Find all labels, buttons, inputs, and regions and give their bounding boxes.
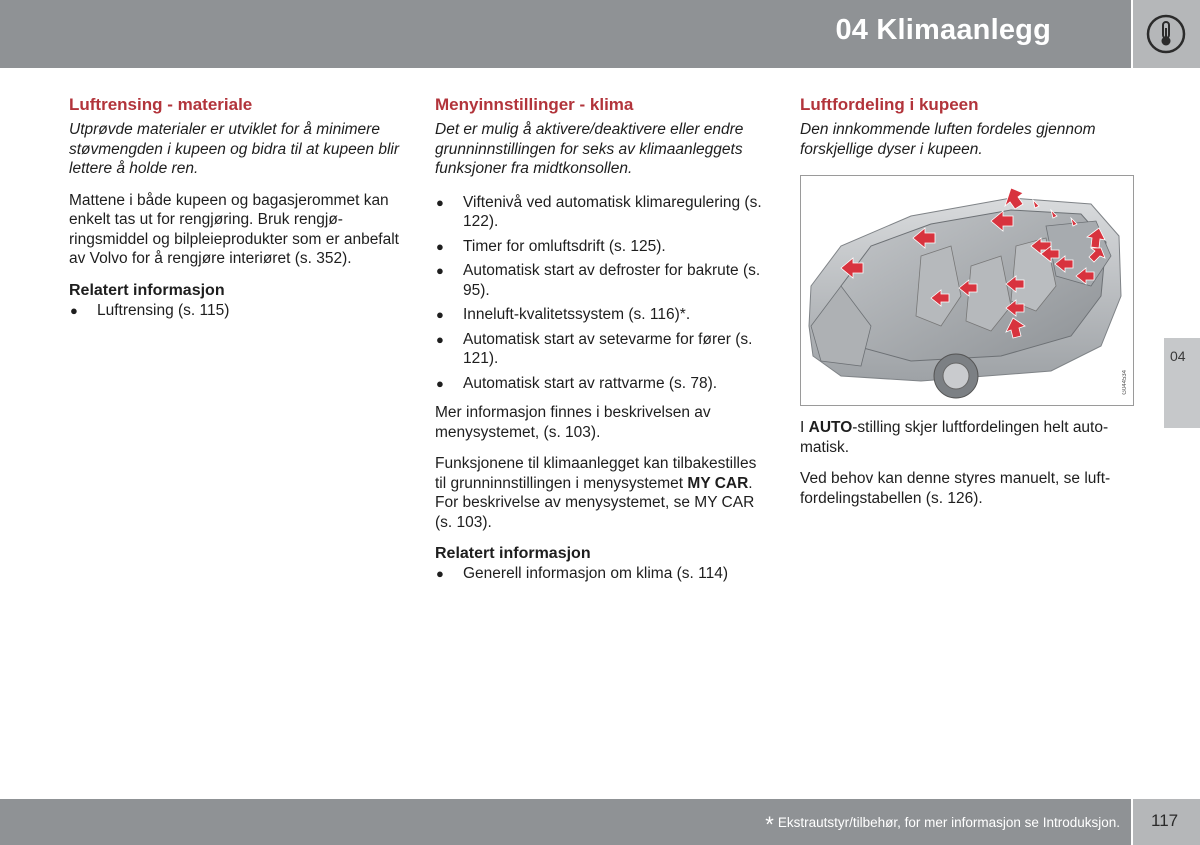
page-number: 117 <box>1151 811 1179 830</box>
settings-list <box>435 193 770 394</box>
related-link-label: Luftrensing (s. 115) <box>97 301 230 319</box>
bullet-icon: ● <box>436 566 444 581</box>
bullet-icon: ● <box>436 375 444 391</box>
side-tab-label: 04 <box>1170 348 1186 364</box>
section-body: Ved behov kan denne styres manuelt, se luftfordelingstabellen (s. 126). <box>800 470 1111 507</box>
related-link[interactable] <box>69 301 399 321</box>
section-title: Luftrensing - materiale <box>69 95 253 114</box>
footer-note-text: Ekstrautstyr/tilbehør, for mer informasjon se Introduksjon. <box>777 815 1120 830</box>
section-body: I AUTO-stilling skjer luftfordelingen helt automatisk. <box>800 419 1109 456</box>
list-item: ● Automatisk start av rattvarme (s. 78). <box>436 374 718 392</box>
section-intro: Det er mulig å aktivere/deaktivere eller endre grunninnstillingen for seks av klimaanleggets funksjoner fra midtkonsollen. <box>435 121 744 177</box>
chapter-title: 04 Klimaanlegg <box>835 14 1051 46</box>
list-item: ● Inneluft-kvalitetssystem (s. 116)*. <box>436 306 691 323</box>
related-heading: Relatert informasjon <box>69 281 225 299</box>
bullet-icon: ● <box>70 302 78 318</box>
related-link[interactable] <box>435 564 770 584</box>
related-list <box>435 564 770 584</box>
my-car-term: MY CAR <box>687 474 749 492</box>
bullet-icon: ● <box>436 331 444 347</box>
footer-note <box>765 812 1120 838</box>
section-title: Menyinnstillinger - klima <box>435 95 634 114</box>
car-cabin-airflow-image <box>801 176 1133 405</box>
section-intro: Den innkommende luften fordeles gjennom forskjellige dyser i kupeen. <box>800 121 1096 158</box>
chapter-icon-box <box>1133 0 1200 68</box>
chapter-side-tab[interactable] <box>1164 338 1200 428</box>
list-item: ● Automatisk start av setevarme for fører (s. 121). <box>436 330 753 367</box>
page-number-box <box>1133 799 1200 845</box>
bullet-icon: ● <box>436 194 444 210</box>
thermometer-icon <box>1146 14 1186 54</box>
section-title: Luftfordeling i kupeen <box>800 95 979 114</box>
section-menyinnstillinger <box>435 94 770 594</box>
section-body: Funksjonene til klimaanlegget kan tilbakestilles til grunninnstillingen i menysystemet MY CAR. For beskrivelse av menysystemet, se MY CAR (s. 103). <box>435 455 757 531</box>
section-luftrensing <box>69 94 399 330</box>
list-item: ● Viftenivå ved automatisk klimaregulering (s. 122). <box>436 193 762 230</box>
figure-code: G044534 <box>1122 370 1128 395</box>
section-body: Mer informasjon finnes i beskrivelsen av menysystemet, (s. 103). <box>435 404 711 441</box>
bullet-icon: ● <box>436 238 444 254</box>
air-distribution-illustration <box>800 175 1134 406</box>
asterisk: * <box>765 812 774 837</box>
bullet-icon: ● <box>436 307 444 322</box>
auto-term: AUTO <box>808 419 853 436</box>
list-item: ● Automatisk start av defroster for bakrute (s. 95). <box>436 262 761 299</box>
related-heading: Relatert informasjon <box>435 545 591 562</box>
related-list <box>69 301 399 321</box>
related-link-label: Generell informasjon om klima (s. 114) <box>463 565 729 582</box>
list-item: ● Timer for omluftsdrift (s. 125). <box>436 237 666 255</box>
header-bar <box>0 0 1131 68</box>
bullet-icon: ● <box>436 263 444 278</box>
section-body: Mattene i både kupeen og bagasjerommet kan enkelt tas ut for rengjøring. Bruk rengjøringsmiddel og bilpleieprodukter som er anbefalt av Volvo for å rengjøre interiøret (s. 352). <box>69 191 399 267</box>
section-luftfordeling <box>800 94 1135 520</box>
section-intro: Utprøvde materialer er utviklet for å minimere støvmengden i kupeen og bidra til at kupeen blir lettere å holde ren. <box>69 121 400 177</box>
